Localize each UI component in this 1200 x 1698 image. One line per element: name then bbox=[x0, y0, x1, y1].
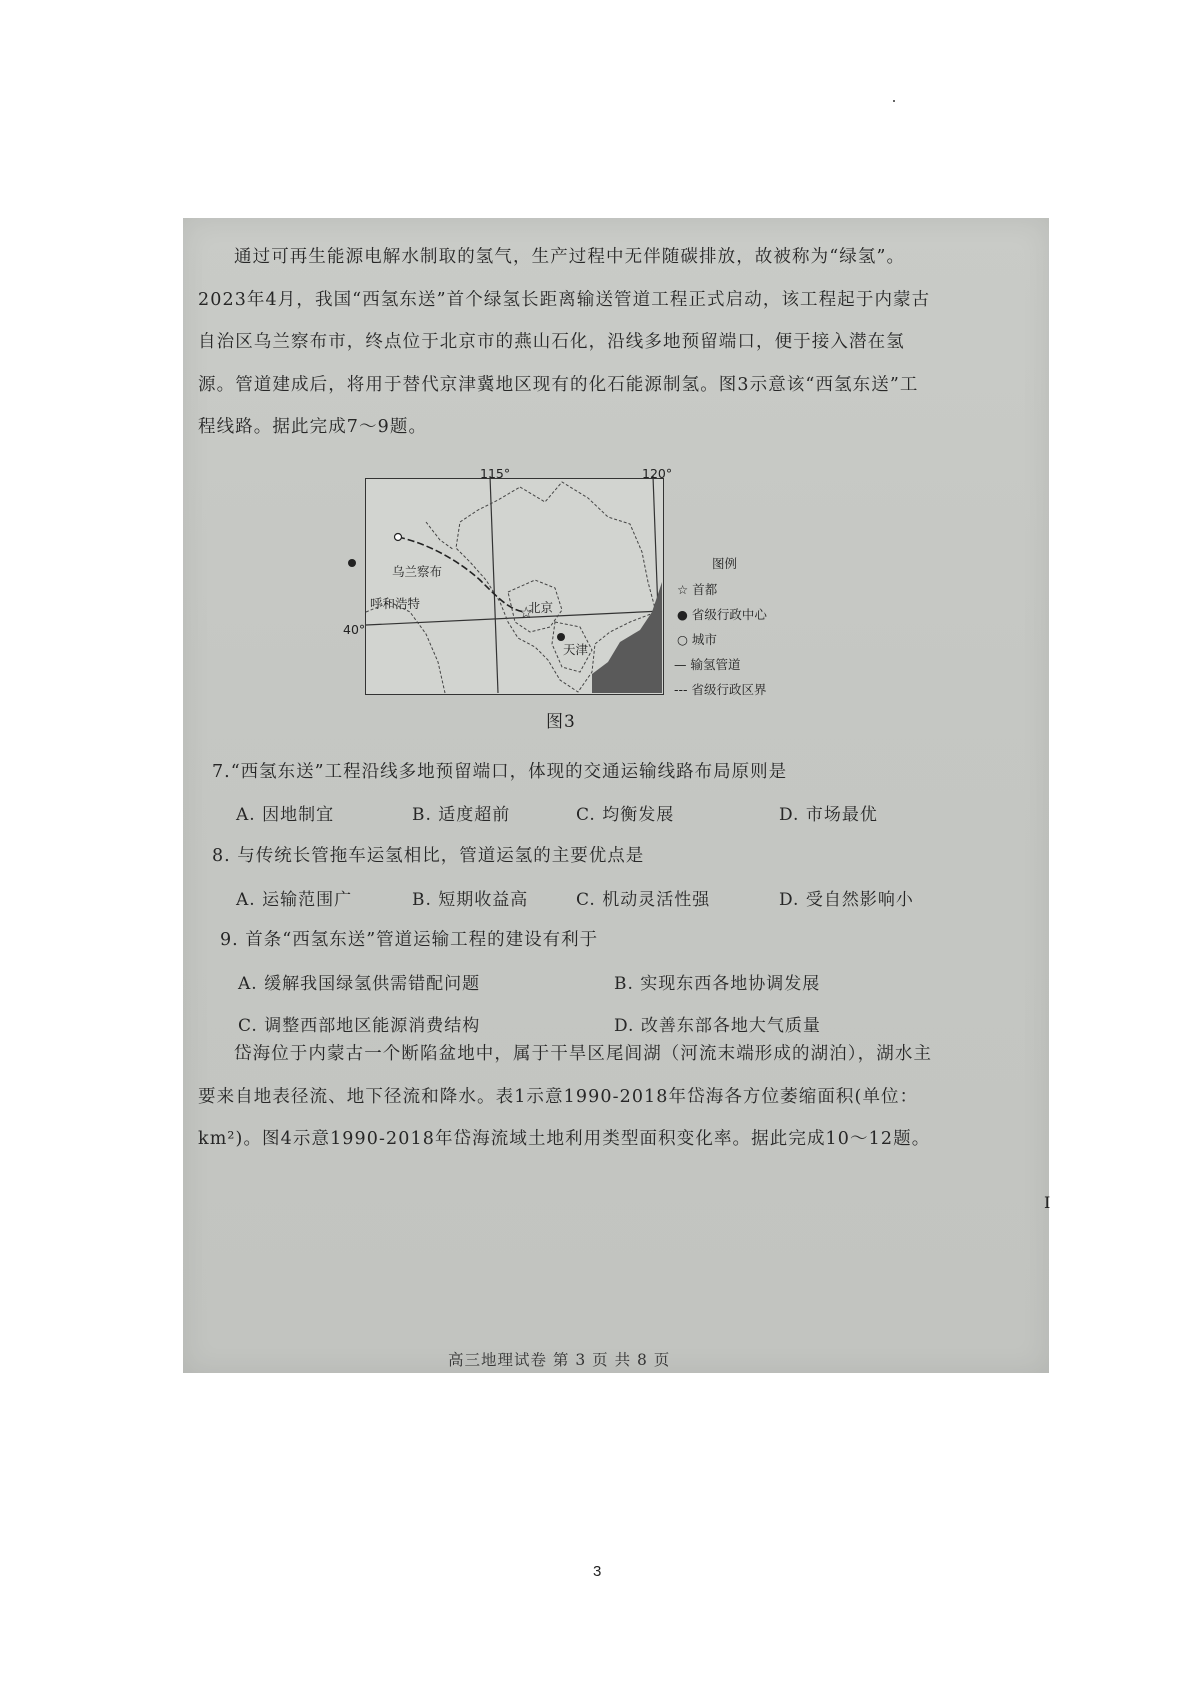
question-7-option-b: B. 适度超前 bbox=[412, 805, 511, 825]
legend-city: ○ 城市 bbox=[677, 632, 717, 647]
question-7-stem: 7.“西氢东送”工程沿线多地预留端口，体现的交通运输线路布局原则是 bbox=[212, 762, 788, 782]
question-8-option-a: A. 运输范围广 bbox=[236, 890, 353, 910]
question-9-option-b: B. 实现东西各地协调发展 bbox=[614, 974, 821, 994]
exam-footer: 高三地理试卷 第 3 页 共 8 页 bbox=[448, 1351, 671, 1369]
wulanchabu-label: 乌兰察布 bbox=[392, 564, 443, 579]
lon-120-label: 120° bbox=[642, 466, 673, 481]
west-boundary bbox=[366, 602, 445, 693]
question-8-option-b: B. 短期收益高 bbox=[412, 890, 529, 910]
page-number: 3 bbox=[593, 1563, 602, 1580]
beijing-label: 北京 bbox=[528, 600, 554, 615]
huhehaote-label: 呼和浩特 bbox=[370, 596, 421, 611]
tianjin-label: 天津 bbox=[563, 642, 589, 657]
question-8-stem: 8. 与传统长管拖车运氢相比，管道运氢的主要优点是 bbox=[212, 846, 645, 866]
legend-provincial-center: ● 省级行政中心 bbox=[677, 607, 767, 622]
pipeline-map bbox=[330, 462, 790, 712]
huhehaote-marker bbox=[348, 559, 356, 567]
legend-pipeline: — 输氢管道 bbox=[674, 657, 741, 672]
question-9-stem: 9. 首条“西氢东送”管道运输工程的建设有利于 bbox=[220, 930, 599, 950]
beijing-star: ☆ bbox=[519, 603, 534, 622]
question-8-option-d: D. 受自然影响小 bbox=[779, 890, 914, 910]
figure-caption: 图3 bbox=[546, 712, 576, 732]
question-9-option-a: A. 缓解我国绿氢供需错配问题 bbox=[238, 974, 481, 994]
question-7-option-c: C. 均衡发展 bbox=[576, 805, 675, 825]
wulanchabu-marker bbox=[395, 534, 402, 541]
question-8-option-c: C. 机动灵活性强 bbox=[576, 890, 711, 910]
intro-paragraph: 通过可再生能源电解水制取的氢气，生产过程中无伴随碳排放，故被称为“绿氢”。2023年4月，我国“西氢东送”首个绿氢长距离输送管道工程正式启动，该工程起于内蒙古自治区乌兰察布市，终点位于北京市的燕山石化，沿线多地预留端口，便于接入潜在氢源。管道建成后，将用于替代京津冀地区现有的化石能源制氢。图3示意该“西氢东送”工程线路。据此完成7～9题。 bbox=[198, 247, 931, 437]
edge-mark: I bbox=[1044, 1193, 1051, 1212]
north-boundary bbox=[426, 522, 454, 550]
lon-115-label: 115° bbox=[480, 466, 511, 481]
question-9-option-d: D. 改善东部各地大气质量 bbox=[614, 1016, 821, 1036]
question-9-option-c: C. 调整西部地区能源消费结构 bbox=[238, 1016, 481, 1036]
speck bbox=[893, 100, 895, 102]
question-7-option-a: A. 因地制宜 bbox=[236, 805, 335, 825]
lat-40-label: 40° bbox=[343, 622, 366, 637]
legend-capital: ☆ 首都 bbox=[677, 582, 718, 597]
question-7-option-d: D. 市场最优 bbox=[779, 805, 878, 825]
legend-title: 图例 bbox=[712, 556, 738, 571]
legend-boundary: --- 省级行政区界 bbox=[674, 682, 767, 697]
bohai-sea bbox=[592, 582, 662, 693]
meridian-115 bbox=[490, 476, 498, 693]
daihai-paragraph: 岱海位于内蒙古一个断陷盆地中，属于干旱区尾闾湖（河流末端形成的湖泊），湖水主要来自地表径流、地下径流和降水。表1示意1990-2018年岱海各方位萎缩面积(单位：km²)。图4示意1990-2018年岱海流域土地利用类型面积变化率。据此完成10～12题。 bbox=[198, 1044, 933, 1149]
